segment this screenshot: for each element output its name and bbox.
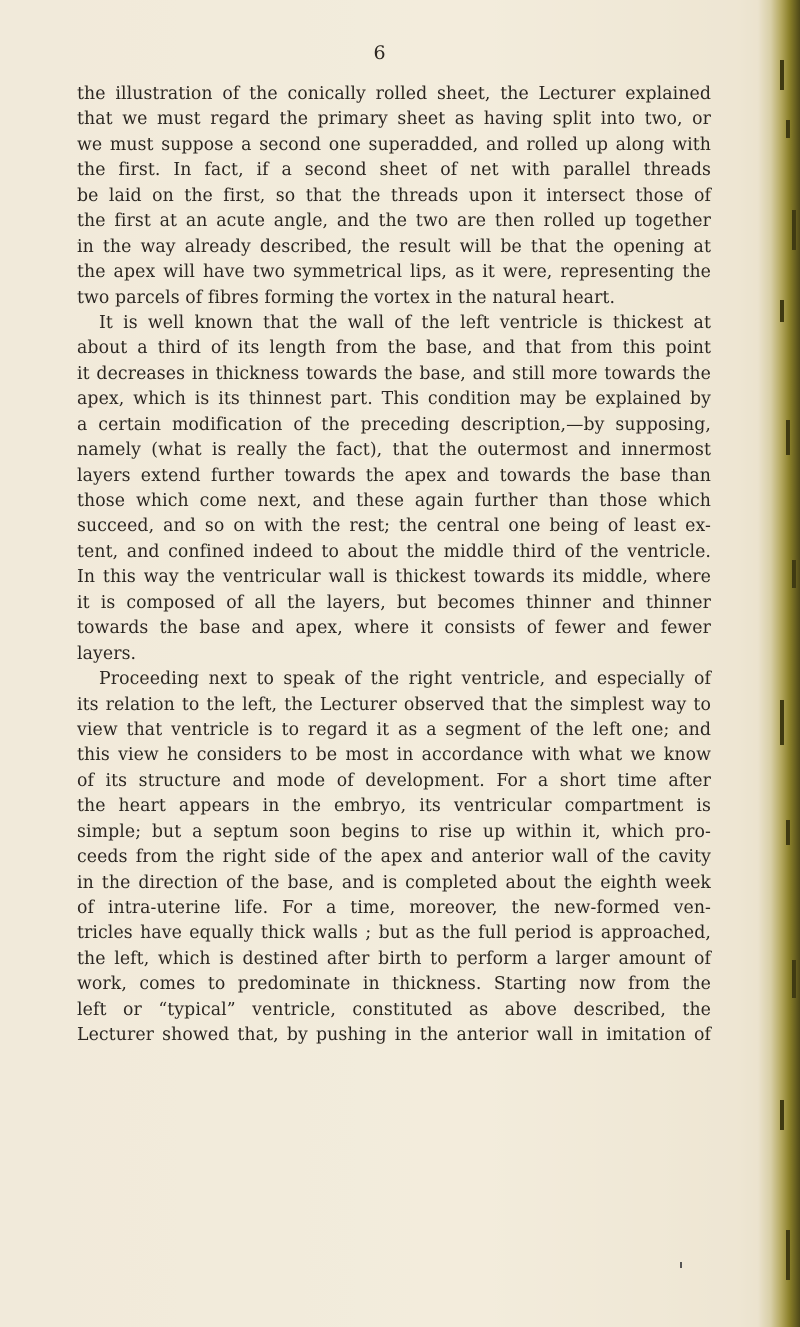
text-line: In this way the ventricular wall is thickest towards its middle, where xyxy=(77,567,711,588)
text-line: those which come next, and these again further than those which xyxy=(77,491,711,511)
text-line: of intra-uterine life. For a time, moreover, the new-formed ven- xyxy=(77,898,711,918)
text-line: the illustration of the conically rolled sheet, the Lecturer explained xyxy=(77,84,711,104)
binding-shadow xyxy=(780,60,784,90)
binding-shadow xyxy=(786,1230,790,1280)
text-line: the apex will have two symmetrical lips, as it were, representing the xyxy=(77,262,711,283)
text-line: of its structure and mode of development. For a short time after xyxy=(77,770,711,791)
text-line: layers. xyxy=(77,643,137,664)
binding-shadow xyxy=(780,300,784,322)
text-line: apex, which is its thinnest part. This condition may be explained by xyxy=(77,389,711,410)
body-text xyxy=(77,82,711,1049)
binding-shadow xyxy=(792,960,796,998)
text-line: tent, and confined indeed to about the middle third of the ventricle. xyxy=(77,541,711,562)
text-line: it is composed of all the layers, but becomes thinner and thinner xyxy=(77,592,711,613)
text-line: namely (what is really the fact), that the outermost and innermost xyxy=(77,440,711,461)
text-line: the first. In fact, if a second sheet of net with parallel threads xyxy=(77,160,711,181)
binding-edge xyxy=(758,0,800,1327)
text-line: left or “typical” ventricle, constituted as above described, the xyxy=(77,999,711,1020)
binding-shadow xyxy=(786,420,790,455)
text-line: that we must regard the primary sheet as having split into two, or xyxy=(77,109,711,130)
binding-shadow xyxy=(792,560,796,588)
text-line: in the direction of the base, and is completed about the eighth week xyxy=(77,872,711,893)
text-line: towards the base and apex, where it consists of fewer and fewer xyxy=(77,618,711,639)
text-line: Proceeding next to speak of the right ventricle, and especially of xyxy=(99,669,711,690)
text-line: it decreases in thickness towards the base, and still more towards the xyxy=(77,363,711,384)
text-line: succeed, and so on with the rest; the central one being of least ex- xyxy=(77,516,711,537)
binding-shadow xyxy=(792,210,796,250)
text-line: simple; but a septum soon begins to rise up within it, which pro- xyxy=(77,821,711,842)
binding-shadow xyxy=(786,820,790,845)
text-line: view that ventricle is to regard it as a segment of the left one; and xyxy=(77,719,711,740)
text-line: its relation to the left, the Lecturer observed that the simplest way to xyxy=(77,694,711,715)
text-line: ceeds from the right side of the apex and anterior wall of the cavity xyxy=(77,847,711,868)
text-line: the first at an acute angle, and the two are then rolled up together xyxy=(77,211,711,232)
text-line: It is well known that the wall of the left ventricle is thickest at xyxy=(99,312,711,333)
text-line: about a third of its length from the base, and that from this point xyxy=(77,338,711,359)
text-line: a certain modification of the preceding description,—by supposing, xyxy=(77,414,711,435)
binding-shadow xyxy=(780,1100,784,1130)
binding-shadow xyxy=(786,120,790,138)
text-line: Lecturer showed that, by pushing in the anterior wall in imitation of xyxy=(77,1025,711,1046)
ink-speck xyxy=(680,1262,682,1268)
text-line: two parcels of fibres forming the vortex in the natural heart. xyxy=(77,287,616,308)
text-line: work, comes to predominate in thickness. Starting now from the xyxy=(77,974,711,995)
text-line: the heart appears in the embryo, its ventricular compartment is xyxy=(77,796,711,817)
text-line: in the way already described, the result will be that the opening at xyxy=(77,236,711,257)
binding-shadow xyxy=(780,700,784,745)
text-line: be laid on the first, so that the threads upon it intersect those of xyxy=(77,185,711,206)
page-number: 6 xyxy=(373,42,387,64)
text-line: tricles have equally thick walls ; but as the full period is approached, xyxy=(77,923,711,944)
text-line: this view he considers to be most in accordance with what we know xyxy=(77,745,711,766)
text-line: we must suppose a second one superadded, and rolled up along with xyxy=(77,134,711,155)
text-line: layers extend further towards the apex and towards the base than xyxy=(77,465,711,486)
text-line: the left, which is destined after birth to perform a larger amount of xyxy=(77,948,711,969)
